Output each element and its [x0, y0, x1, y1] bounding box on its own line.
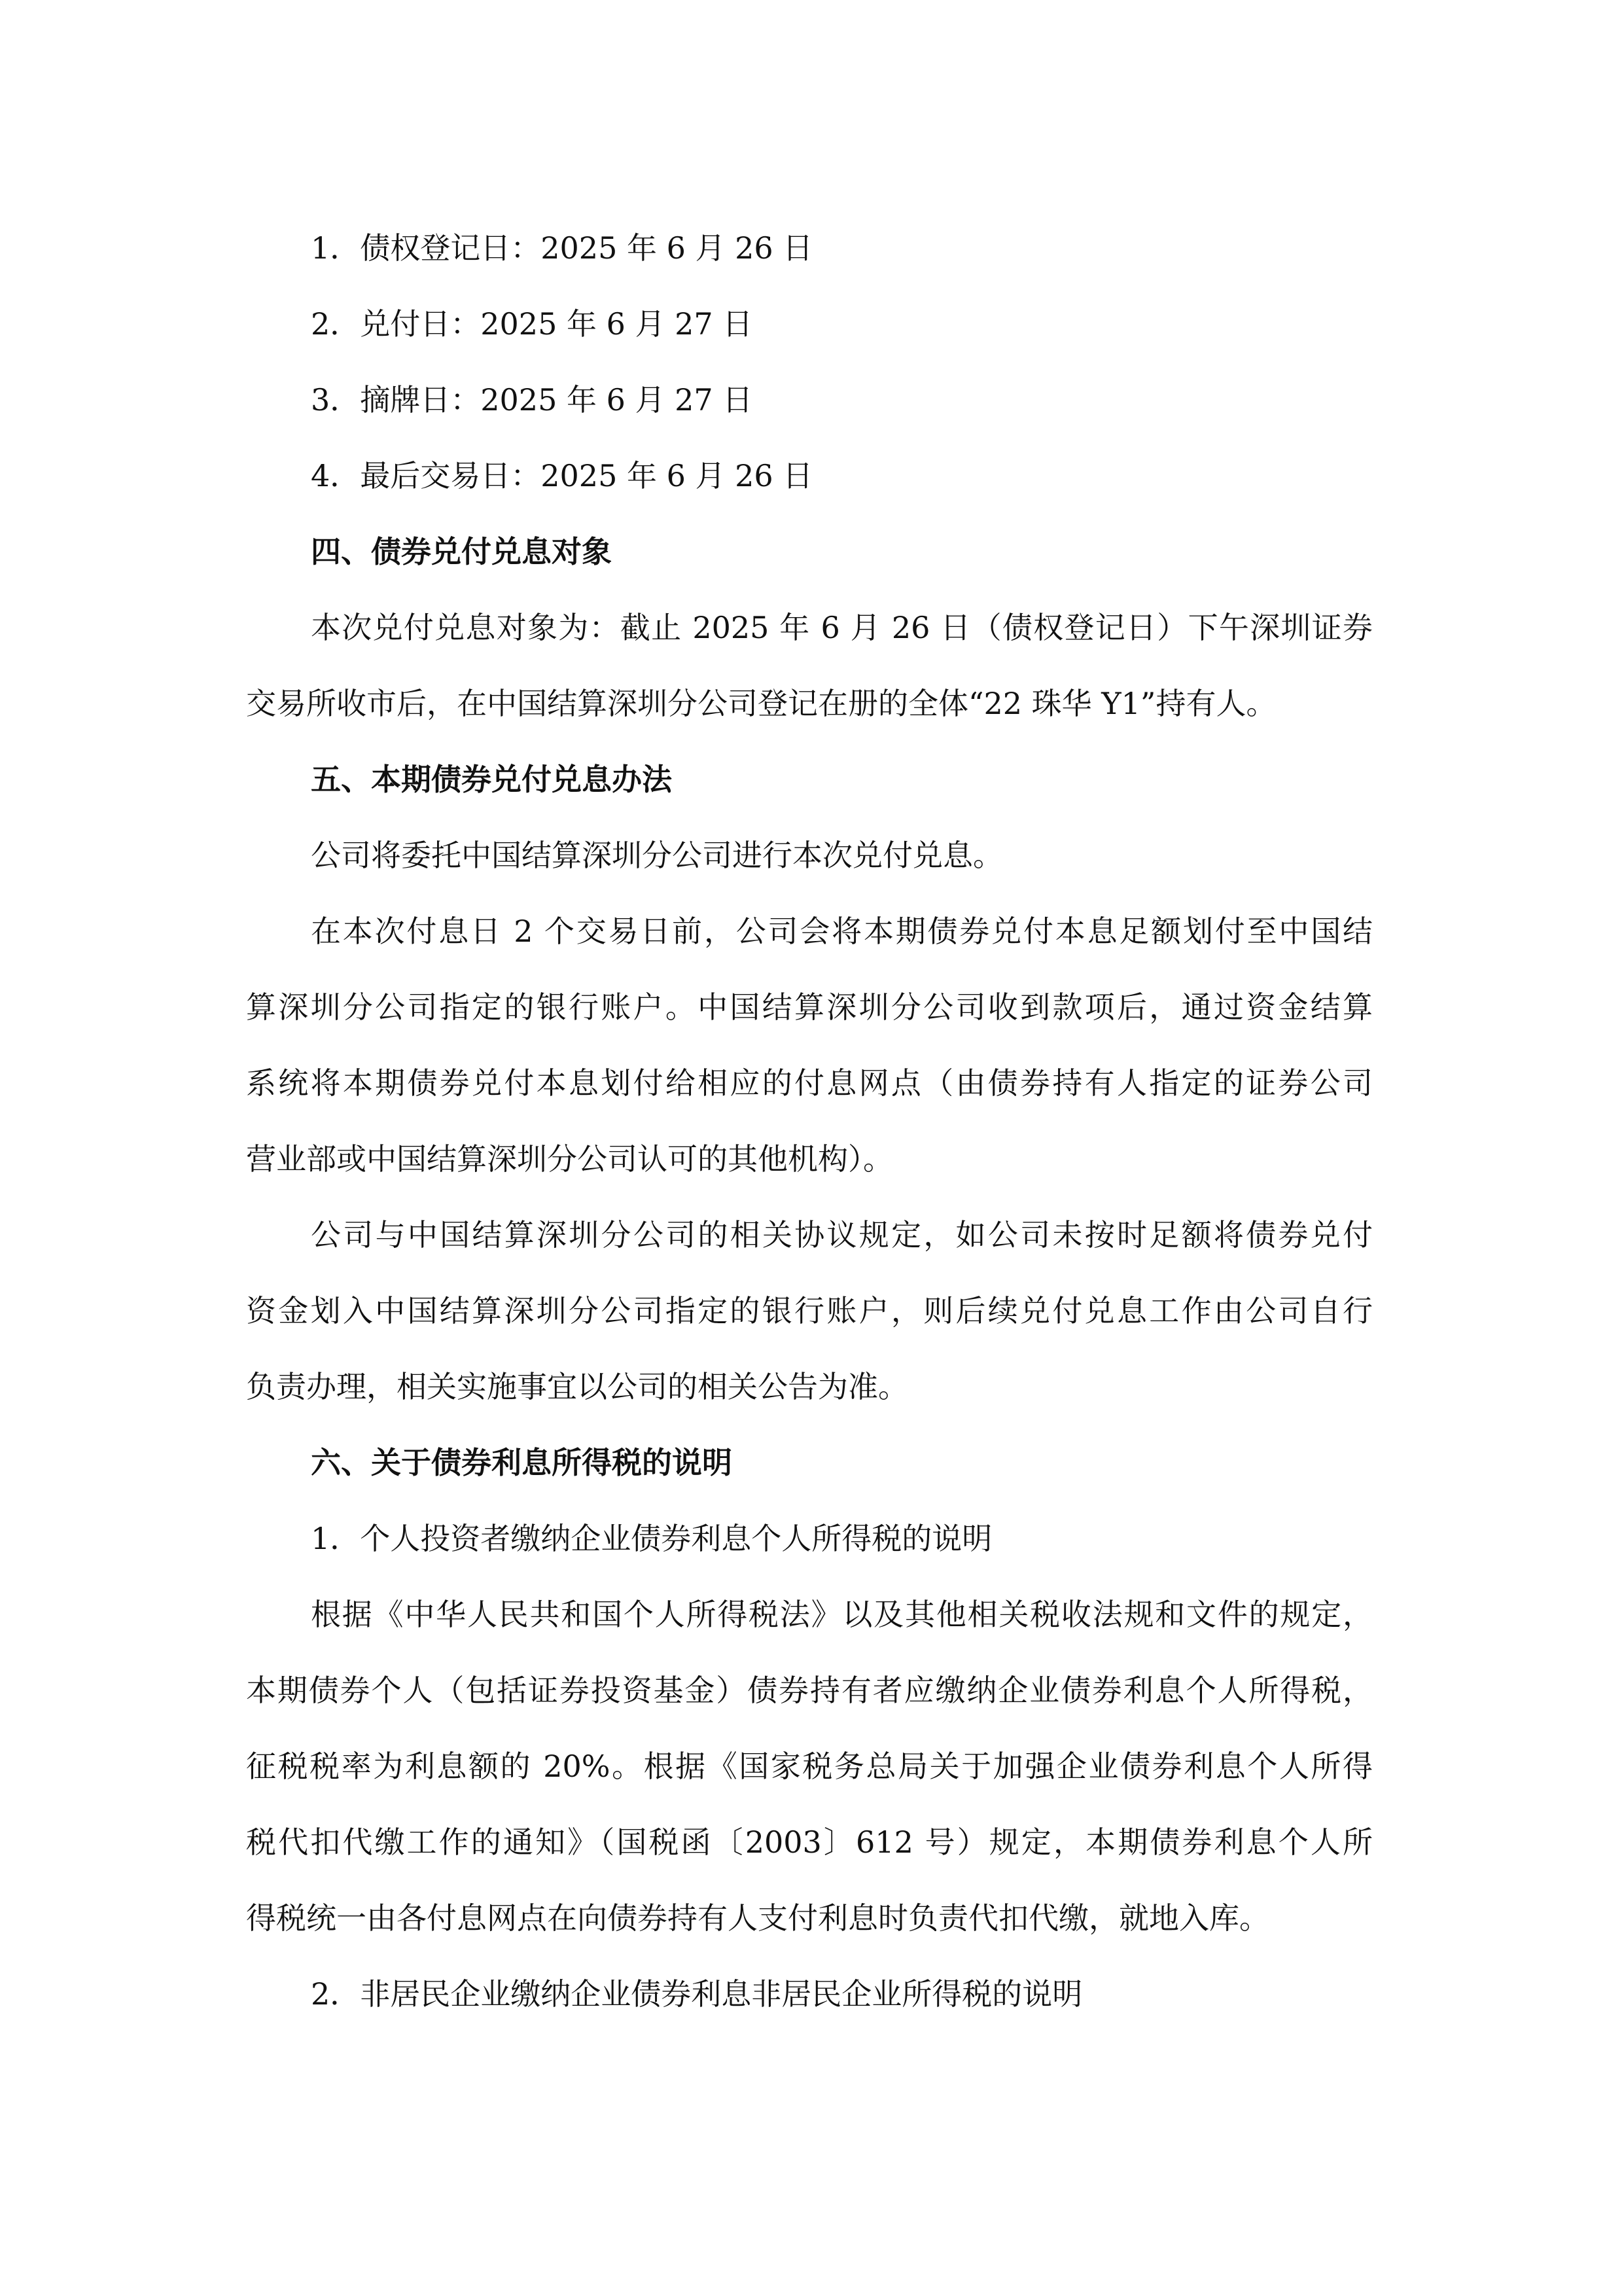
paragraph-line: 系统将本期债券兑付本息划付给相应的付息网点（由债券持有人指定的证券公司: [246, 1065, 1373, 1101]
paragraph-line: 交易所收市后，在中国结算深圳分公司登记在册的全体“22 珠华 Y1”持有人。: [246, 686, 1277, 721]
paragraph-line: 在本次付息日 2 个交易日前，公司会将本期债券兑付本息足额划付至中国结: [311, 914, 1373, 949]
paragraph-line: 公司与中国结算深圳分公司的相关协议规定，如公司未按时足额将债券兑付: [311, 1217, 1373, 1253]
list-item-delisting-date: 3．摘牌日：2025 年 6 月 27 日: [311, 382, 753, 418]
paragraph-line: 得税统一由各付息网点在向债券持有人支付利息时负责代扣代缴，就地入库。: [246, 1900, 1269, 1936]
paragraph-line: 公司将委托中国结算深圳分公司进行本次兑付兑息。: [311, 838, 1003, 873]
paragraph-line: 本次兑付兑息对象为：截止 2025 年 6 月 26 日（债权登记日）下午深圳证券: [311, 610, 1373, 645]
paragraph-line: 资金划入中国结算深圳分公司指定的银行账户，则后续兑付兑息工作由公司自行: [246, 1293, 1373, 1328]
subsection-heading-2: 2．非居民企业缴纳企业债券利息非居民企业所得税的说明: [311, 1976, 1083, 2012]
section-heading-4: 四、债券兑付兑息对象: [311, 534, 612, 569]
subsection-heading-1: 1．个人投资者缴纳企业债券利息个人所得税的说明: [311, 1521, 993, 1556]
paragraph-line: 本期债券个人（包括证券投资基金）债券持有者应缴纳企业债券利息个人所得税，: [246, 1673, 1373, 1708]
paragraph-line: 根据《中华人民共和国个人所得税法》以及其他相关税收法规和文件的规定，: [311, 1597, 1373, 1632]
list-item-registration-date: 1．债权登记日：2025 年 6 月 26 日: [311, 230, 813, 266]
paragraph-line: 税代扣代缴工作的通知》（国税函〔2003〕612 号）规定，本期债券利息个人所: [246, 1824, 1373, 1860]
paragraph-line: 算深圳分公司指定的银行账户。中国结算深圳分公司收到款项后，通过资金结算: [246, 989, 1373, 1025]
list-item-last-trading-date: 4．最后交易日：2025 年 6 月 26 日: [311, 458, 813, 493]
paragraph-line: 征税税率为利息额的 20%。根据《国家税务总局关于加强企业债券利息个人所得: [246, 1749, 1373, 1784]
list-item-payment-date: 2．兑付日：2025 年 6 月 27 日: [311, 306, 753, 342]
paragraph-line: 营业部或中国结算深圳分公司认可的其他机构）。: [246, 1141, 893, 1177]
section-heading-6: 六、关于债券利息所得税的说明: [311, 1445, 732, 1480]
section-heading-5: 五、本期债券兑付兑息办法: [311, 762, 672, 797]
paragraph-line: 负责办理，相关实施事宜以公司的相关公告为准。: [246, 1369, 908, 1404]
